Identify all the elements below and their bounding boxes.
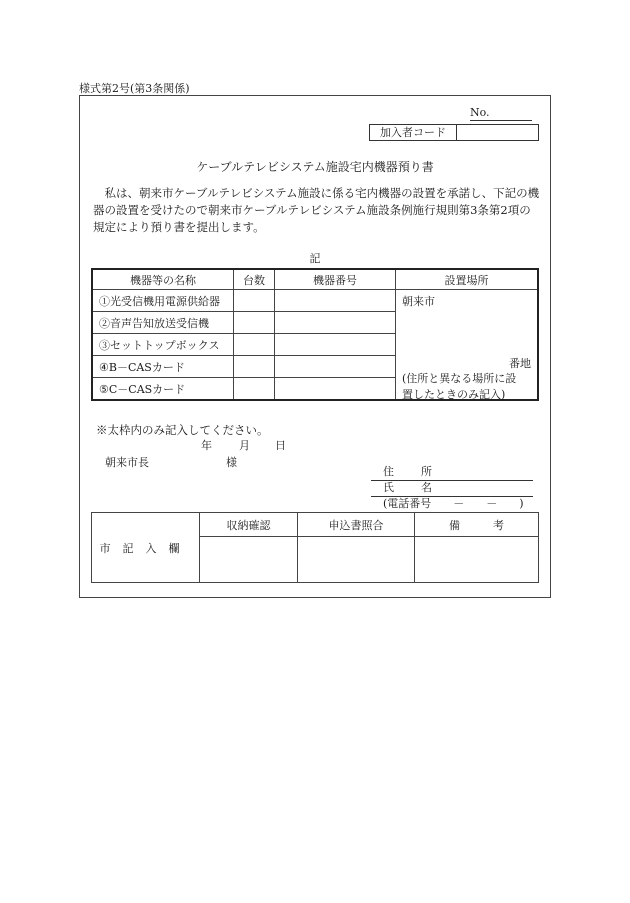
quantity-cell[interactable] [234, 334, 275, 356]
date-day-label: 日 [275, 439, 286, 452]
honorific: 様 [226, 456, 237, 469]
subscriber-code-label: 加入者コード [370, 125, 457, 140]
number-label: No. [470, 106, 490, 119]
date-line[interactable] [178, 437, 286, 453]
location-cell[interactable] [396, 290, 539, 401]
equipment-name-cell: ②音声告知放送受信機 [92, 312, 234, 334]
payment-check-cell[interactable] [200, 537, 298, 583]
equipment-number-cell[interactable] [275, 290, 396, 312]
equipment-number-cell[interactable] [275, 356, 396, 378]
application-check-cell[interactable] [298, 537, 415, 583]
header-application-check: 申込書照合 [298, 513, 415, 537]
body-paragraph: 私は、朝来市ケーブルテレビシステム施設に係る宅内機器の設置を承諾し、下記の機器の設置を受けたので朝来市ケーブルテレビシステム施設条例施行規則第3条第2項の規定により預り書を提出します。 [93, 186, 540, 234]
phone-label: (電話番号 － － ) [383, 497, 524, 510]
subscriber-code-input[interactable] [457, 125, 538, 140]
remarks-cell[interactable] [415, 537, 539, 583]
office-use-table [91, 512, 539, 583]
name-label: 氏 名 [383, 481, 440, 494]
instruction-note: ※太枠内のみ記入してください。 [96, 423, 269, 437]
location-note: (住所と異なる場所に設 置したときのみ記入) [402, 372, 517, 401]
header-remarks: 備 考 [415, 513, 539, 537]
form-number-label: 様式第2号(第3条関係) [79, 82, 190, 95]
equipment-name-cell: ⑤C－CASカード [92, 378, 234, 401]
date-month-label: 月 [239, 439, 250, 452]
office-use-label: 市記入欄 [92, 513, 200, 583]
document-title: ケーブルテレビシステム施設宅内機器預り書 [196, 160, 434, 174]
office-header-row [92, 513, 539, 537]
addressee: 朝来市長 [105, 456, 149, 469]
equipment-number-cell[interactable] [275, 378, 396, 401]
quantity-cell[interactable] [234, 312, 275, 334]
quantity-cell[interactable] [234, 378, 275, 401]
ki-heading: 記 [309, 252, 321, 265]
name-field[interactable] [371, 481, 533, 497]
document-number-field[interactable] [470, 106, 532, 121]
date-year-label: 年 [201, 439, 212, 452]
quantity-cell[interactable] [234, 290, 275, 312]
subscriber-code-box [369, 124, 539, 141]
quantity-cell[interactable] [234, 356, 275, 378]
header-equipment-name: 機器等の名称 [92, 269, 234, 290]
address-field[interactable] [371, 465, 533, 481]
phone-field[interactable] [371, 497, 533, 513]
address-label: 住 所 [383, 465, 440, 478]
table-header-row [92, 269, 538, 290]
equipment-table [91, 268, 539, 401]
header-quantity: 台数 [234, 269, 275, 290]
equipment-number-cell[interactable] [275, 334, 396, 356]
equipment-name-cell: ④B－CASカード [92, 356, 234, 378]
equipment-name-cell: ①光受信機用電源供給器 [92, 290, 234, 312]
table-row [92, 290, 538, 312]
header-payment-check: 収納確認 [200, 513, 298, 537]
location-city: 朝来市 [402, 295, 435, 308]
equipment-name-cell: ③セットトップボックス [92, 334, 234, 356]
header-location: 設置場所 [396, 269, 539, 290]
equipment-number-cell[interactable] [275, 312, 396, 334]
header-equipment-number: 機器番号 [275, 269, 396, 290]
location-banchi: 番地 [509, 357, 531, 370]
